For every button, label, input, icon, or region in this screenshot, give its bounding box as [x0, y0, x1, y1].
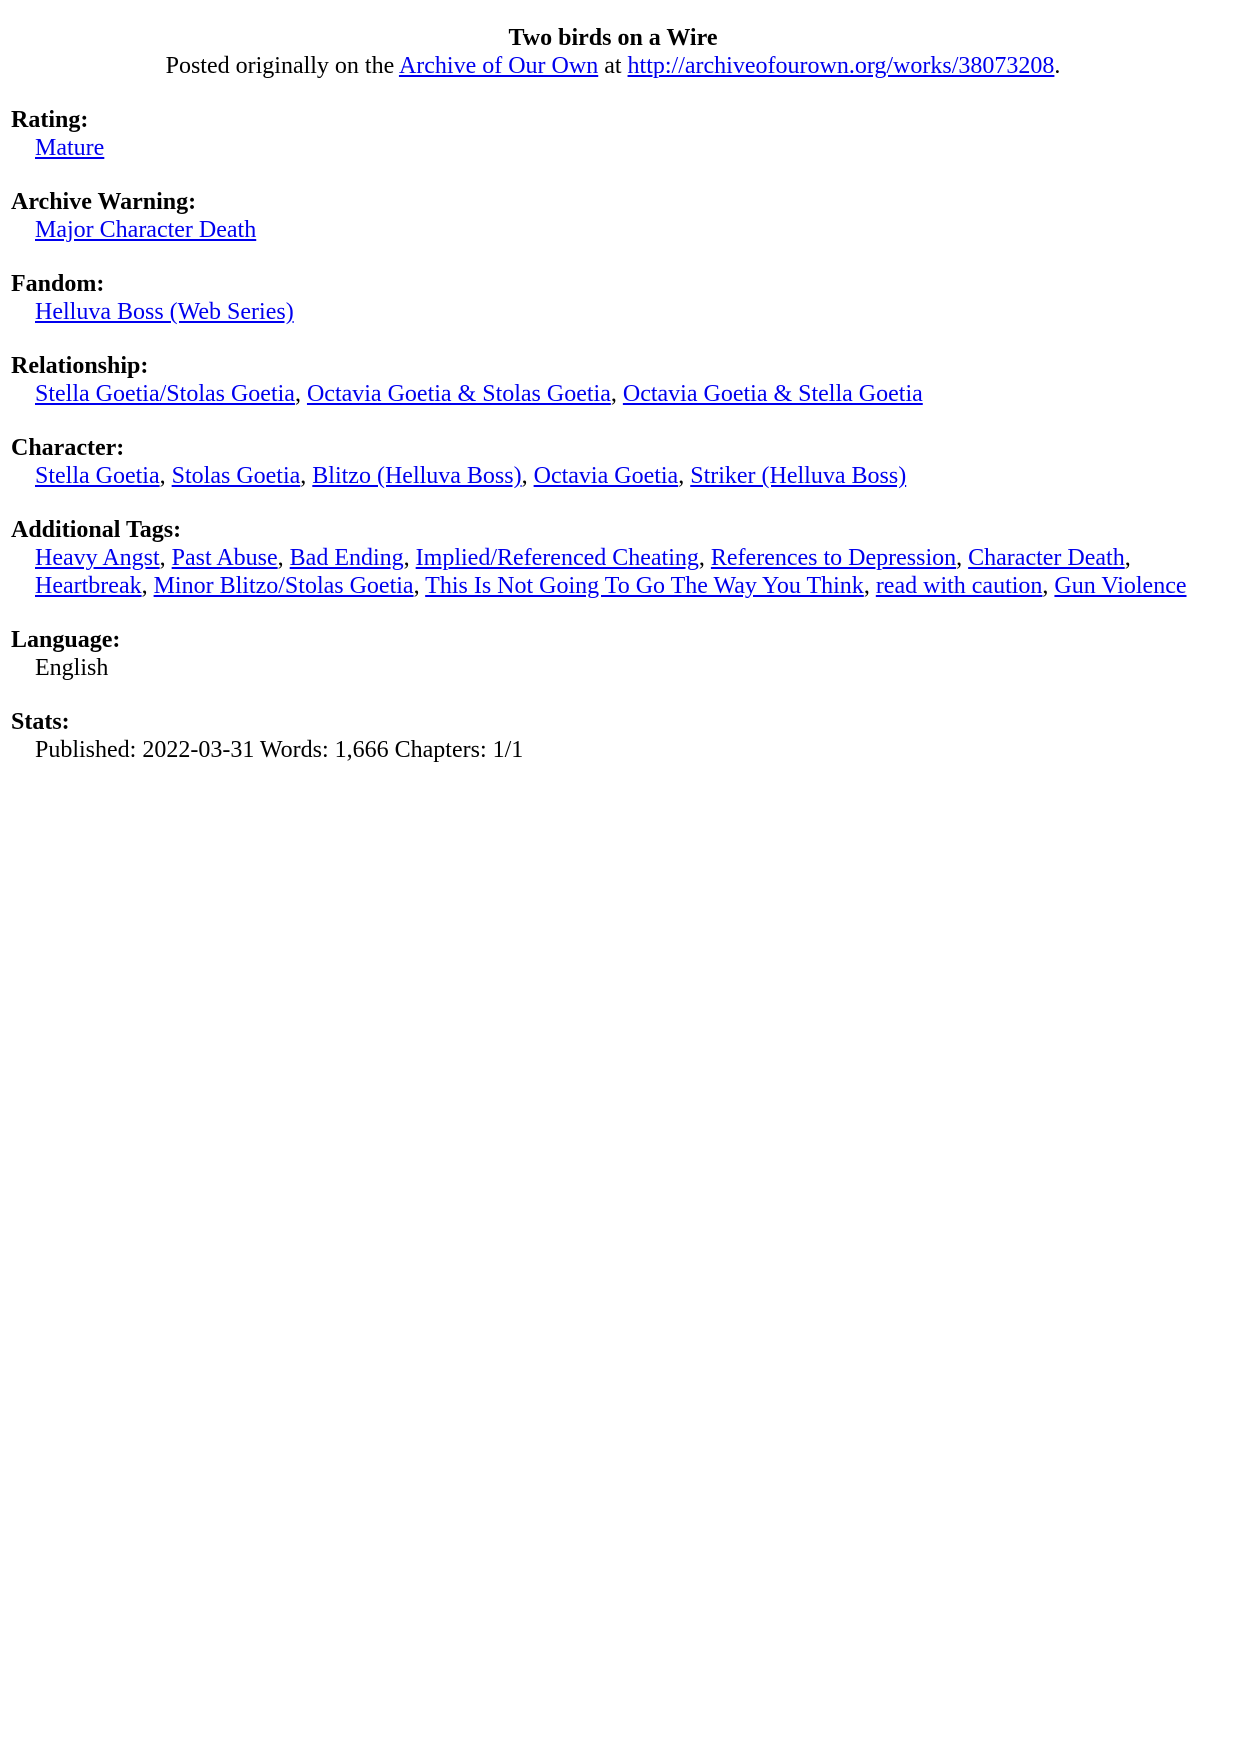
tag-link[interactable]: Striker (Helluva Boss) — [690, 463, 907, 489]
warning-group — [11, 188, 1191, 244]
tag-separator: , — [863, 573, 876, 599]
tag-link[interactable]: Stella Goetia — [35, 463, 160, 489]
archive-link[interactable]: Archive of Our Own — [398, 53, 599, 79]
tag-link[interactable]: read with caution — [875, 573, 1043, 599]
rating-label: Rating: — [11, 107, 89, 133]
tag-link[interactable]: Octavia Goetia — [533, 463, 679, 489]
tag-separator: , — [403, 545, 416, 571]
language-label: Language: — [11, 627, 121, 653]
language-value: English — [35, 655, 109, 681]
tag-link[interactable]: Heartbreak — [35, 573, 142, 599]
relationship-label: Relationship: — [11, 353, 149, 379]
tag-separator: , — [294, 381, 307, 407]
work-title: Two birds on a Wire — [508, 25, 718, 51]
stats-group — [11, 708, 1191, 764]
tag-link[interactable]: Stolas Goetia — [171, 463, 301, 489]
tag-separator: , — [277, 545, 290, 571]
tag-link[interactable]: Heavy Angst — [35, 545, 160, 571]
tag-link[interactable]: Major Character Death — [35, 217, 257, 243]
character-label: Character: — [11, 435, 125, 461]
work-url-link[interactable]: http://archiveofourown.org/works/38073208 — [627, 53, 1055, 79]
posted-middle: at — [598, 53, 628, 79]
tag-separator: , — [141, 573, 154, 599]
tag-link[interactable]: Implied/Referenced Cheating — [415, 545, 699, 571]
stats-label: Stats: — [11, 709, 70, 735]
tag-link[interactable]: Gun Violence — [1054, 573, 1187, 599]
tag-separator: , — [521, 463, 534, 489]
tag-separator: , — [678, 463, 691, 489]
tag-separator: , — [1124, 545, 1131, 571]
posted-suffix: . — [1054, 53, 1061, 79]
tag-link[interactable]: This Is Not Going To Go The Way You Think — [425, 573, 864, 599]
warning-label: Archive Warning: — [11, 189, 197, 215]
tag-link[interactable]: Stella Goetia/Stolas Goetia — [35, 381, 295, 407]
tag-link[interactable]: Octavia Goetia & Stella Goetia — [622, 381, 923, 407]
tag-separator: , — [413, 573, 426, 599]
language-group — [11, 626, 1191, 682]
tag-separator: , — [159, 545, 172, 571]
tag-link[interactable]: Character Death — [968, 545, 1125, 571]
rating-group — [11, 106, 1191, 162]
fandom-tags — [11, 298, 1191, 326]
tag-separator: , — [159, 463, 172, 489]
additional-tags-group — [11, 516, 1191, 600]
fandom-label: Fandom: — [11, 271, 105, 297]
tag-link[interactable]: Bad Ending — [289, 545, 404, 571]
tag-separator: , — [698, 545, 711, 571]
tag-link[interactable]: Mature — [35, 135, 105, 161]
additional-tags-label: Additional Tags: — [11, 517, 182, 543]
work-header — [0, 24, 1226, 80]
tag-link[interactable]: Blitzo (Helluva Boss) — [312, 463, 522, 489]
tag-separator: , — [610, 381, 623, 407]
relationship-group — [11, 352, 1191, 408]
rating-tags — [11, 134, 1191, 162]
character-tags — [11, 462, 1191, 490]
posted-prefix: Posted originally on the — [165, 53, 399, 79]
tag-separator: , — [956, 545, 969, 571]
tag-link[interactable]: Past Abuse — [171, 545, 278, 571]
posted-line — [0, 52, 1226, 80]
tag-link[interactable]: Helluva Boss (Web Series) — [35, 299, 294, 325]
relationship-tags — [11, 380, 1191, 408]
tag-separator: , — [1042, 573, 1055, 599]
stats-value: Published: 2022-03-31 Words: 1,666 Chapters: 1/1 — [35, 737, 524, 763]
warning-tags — [11, 216, 1191, 244]
fandom-group — [11, 270, 1191, 326]
work-metadata — [11, 106, 1191, 764]
additional-tags — [11, 544, 1191, 600]
tag-link[interactable]: Octavia Goetia & Stolas Goetia — [306, 381, 611, 407]
document-page — [11, 24, 1191, 790]
tag-link[interactable]: References to Depression — [710, 545, 957, 571]
tag-link[interactable]: Minor Blitzo/Stolas Goetia — [153, 573, 414, 599]
character-group — [11, 434, 1191, 490]
tag-separator: , — [300, 463, 313, 489]
